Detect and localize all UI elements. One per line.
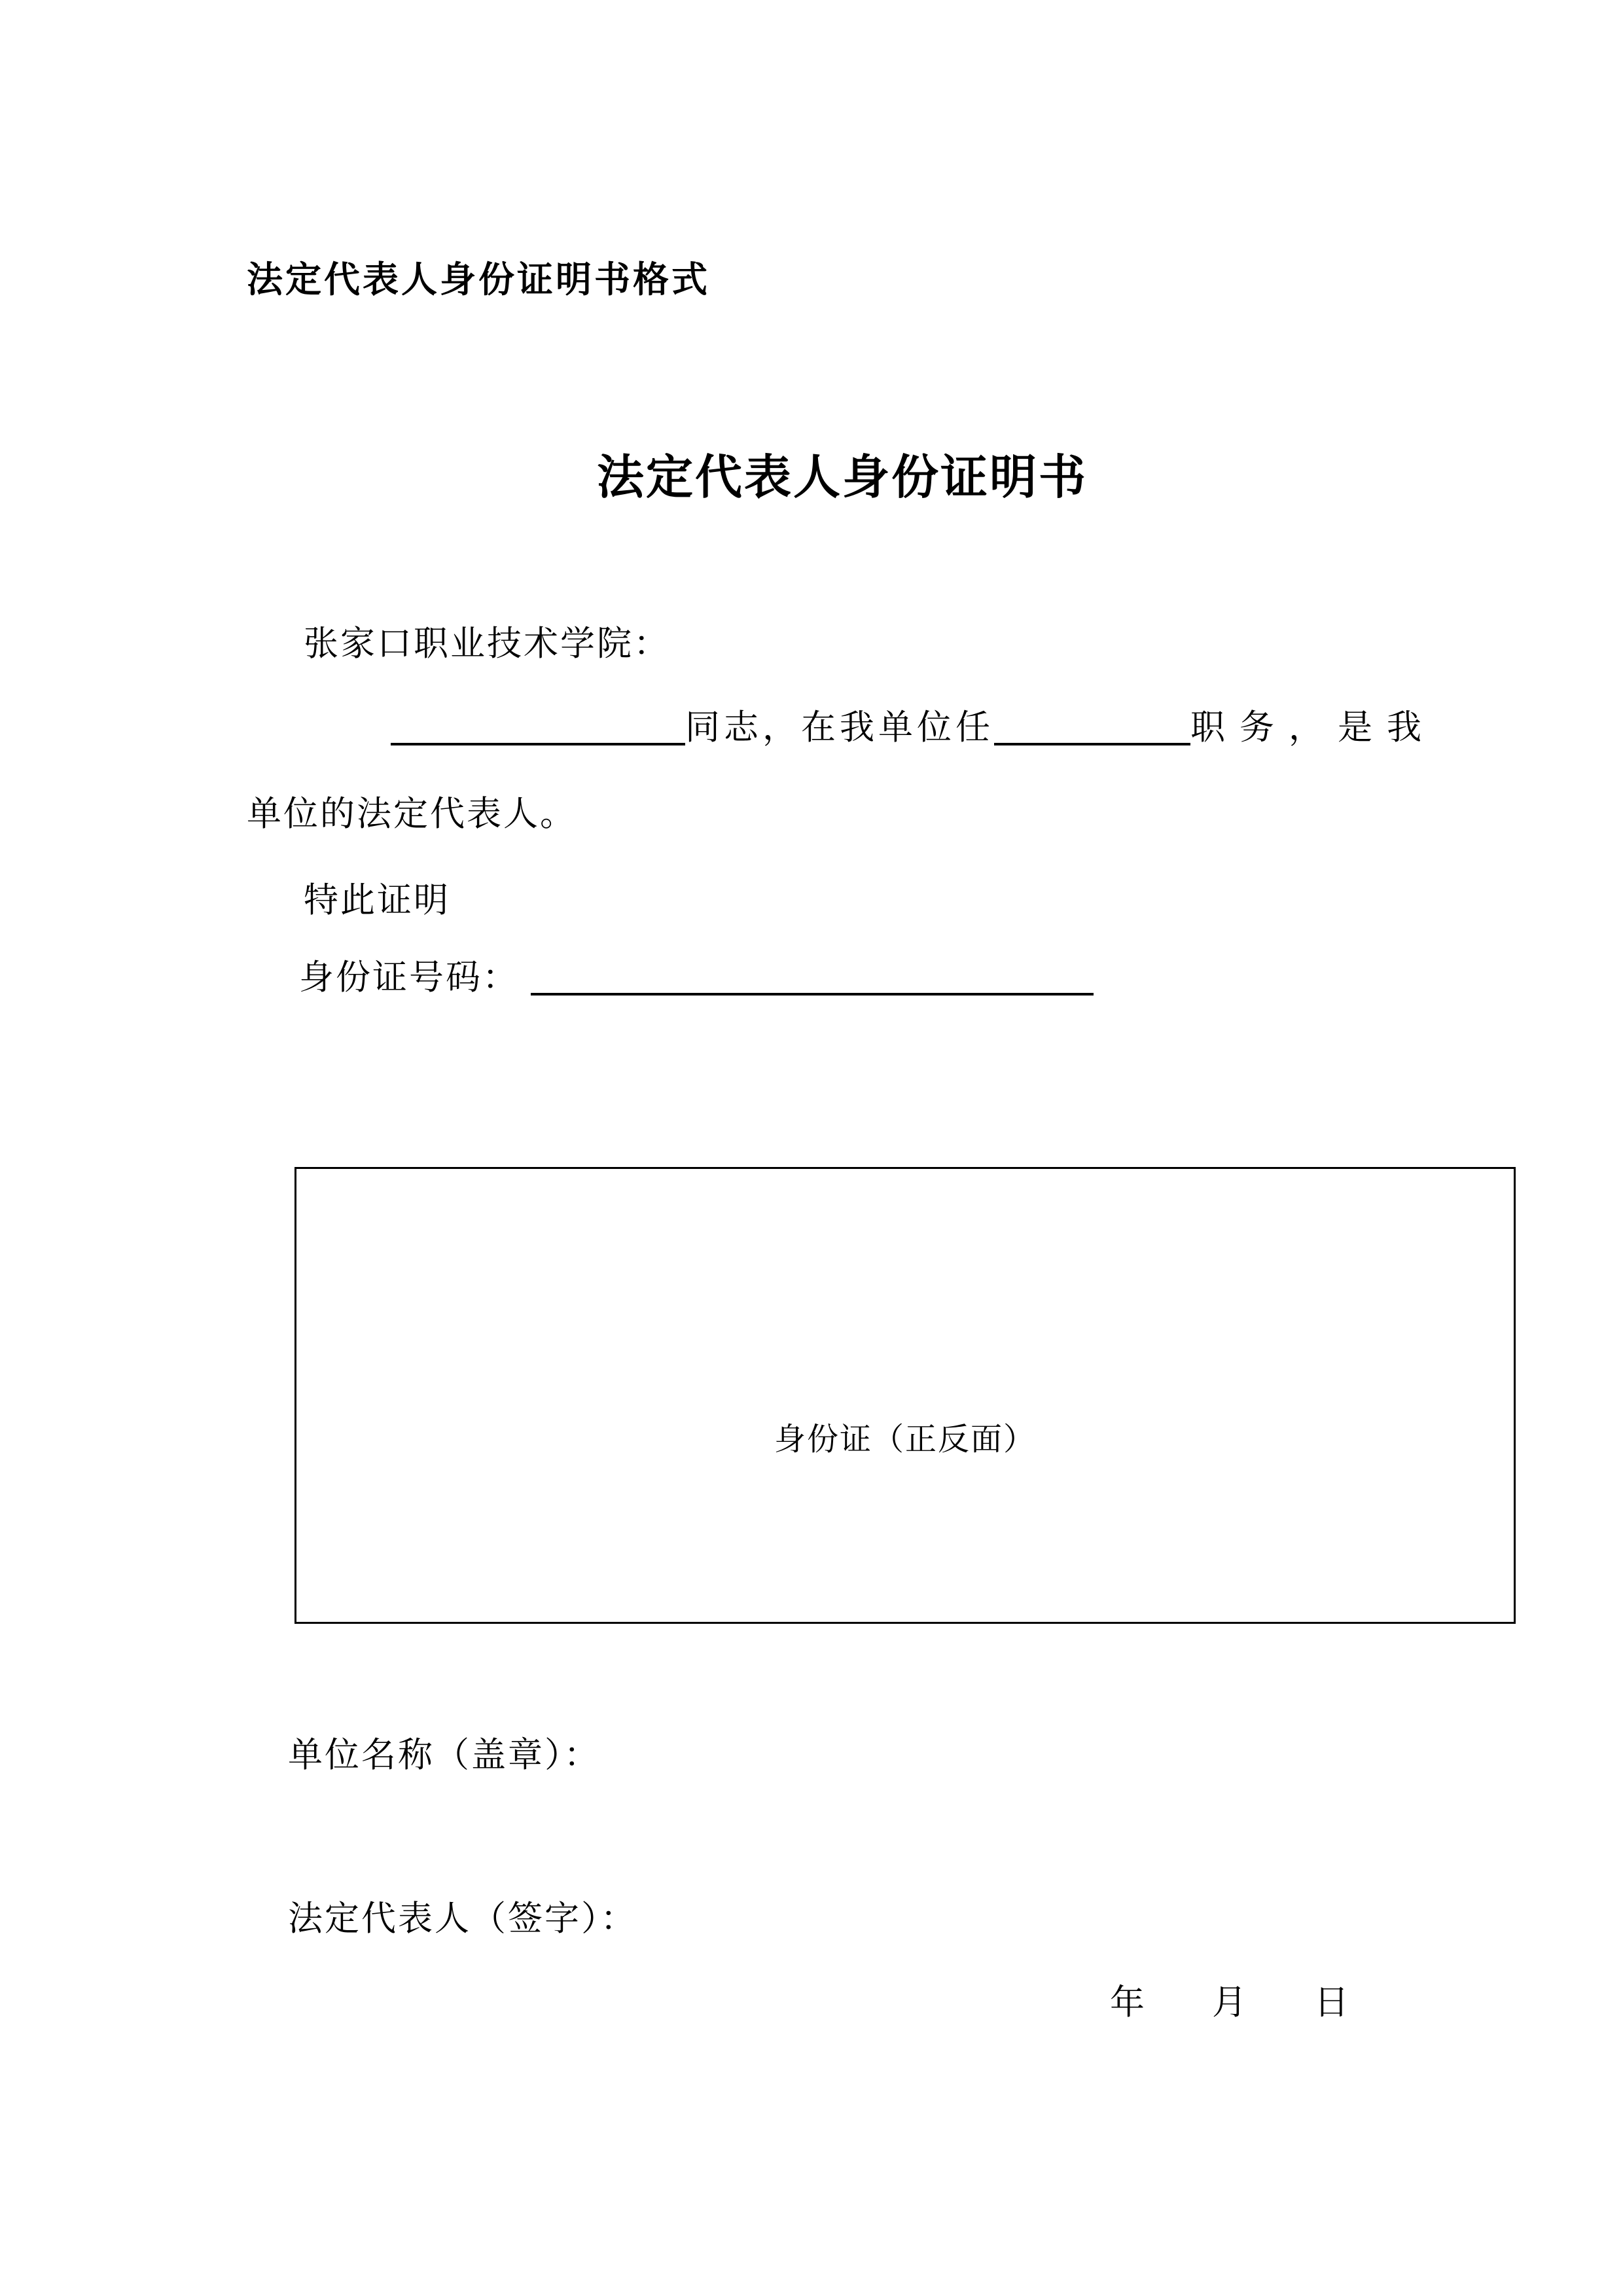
date-year-label: 年 (1110, 1984, 1147, 2022)
id-card-placeholder-box (294, 1167, 1516, 1624)
paragraph-line-1 (391, 711, 1436, 745)
paragraph-line-2: 单位的法定代表人。 (247, 795, 577, 833)
id-number-line (299, 961, 1094, 996)
legal-rep-signature-label: 法定代表人（签字）： (288, 1900, 637, 1938)
position-blank-field (994, 743, 1190, 745)
document-title: 法定代表人身份证明书 (597, 452, 1088, 504)
attest-line: 特此证明 (304, 882, 450, 920)
salutation-line: 张家口职业技术学院： (304, 625, 670, 663)
unit-name-seal-label: 单位名称（盖章）： (288, 1736, 601, 1774)
date-line (1110, 1986, 1351, 2020)
paragraph-text-after-position: 职务，是我 (1190, 709, 1436, 747)
name-blank-field (391, 743, 685, 745)
id-card-placeholder-label: 身份证（正反面） (774, 1422, 1036, 1457)
id-number-label: 身份证号码： (299, 959, 519, 997)
document-format-heading: 法定代表人身份证明书格式 (247, 260, 711, 300)
date-day-label: 日 (1314, 1984, 1351, 2022)
id-number-blank-field (531, 993, 1094, 996)
date-month-label: 月 (1212, 1984, 1249, 2022)
paragraph-text-after-name: 同志，在我单位任 (685, 709, 994, 747)
